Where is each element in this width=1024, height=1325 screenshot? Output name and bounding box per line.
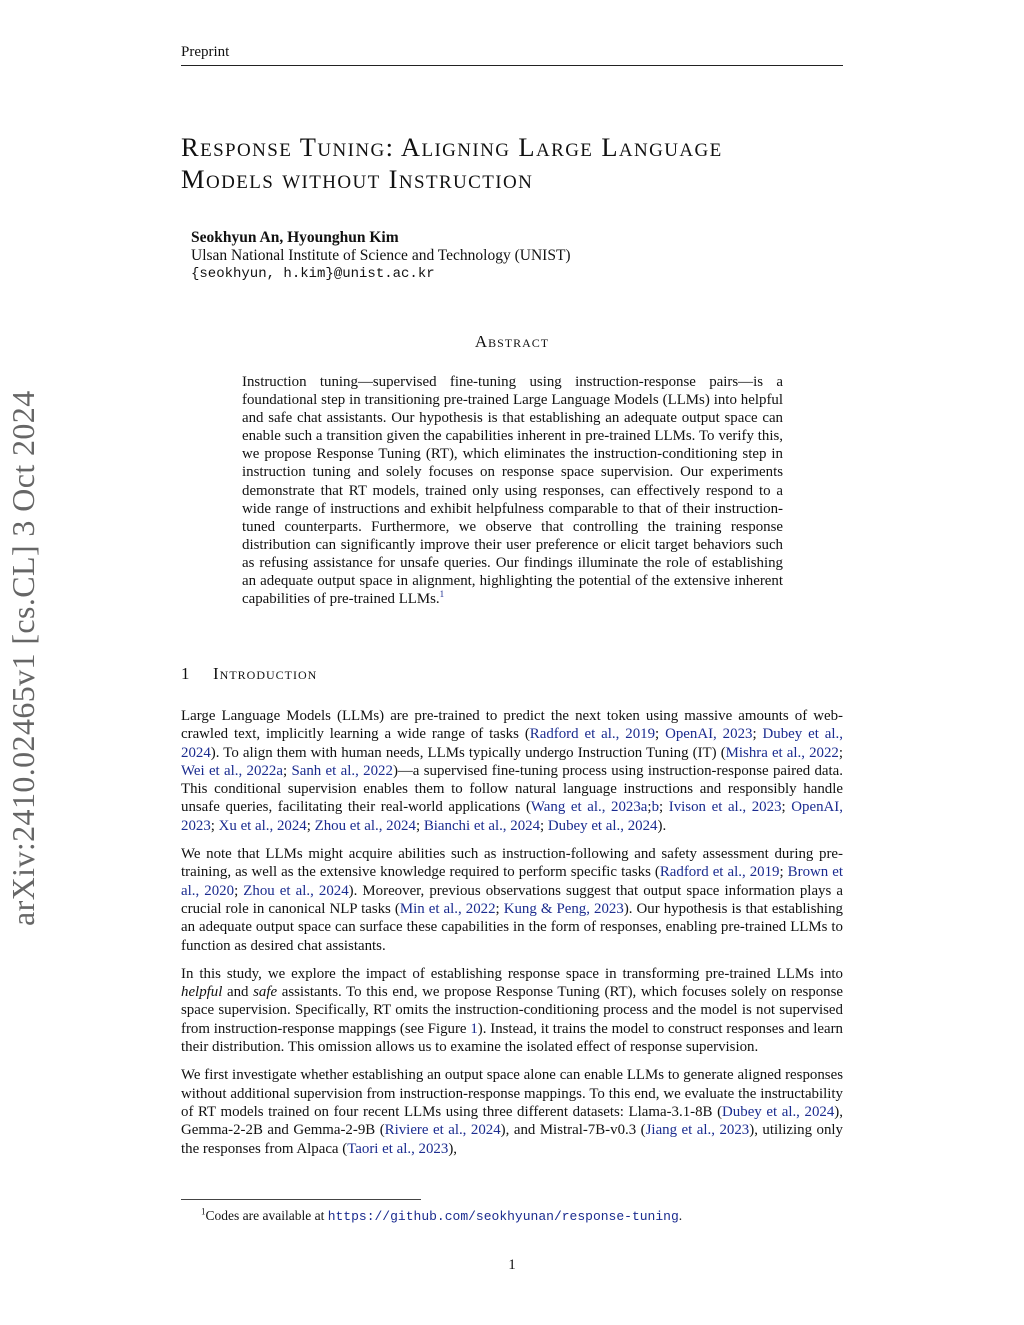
text-run: ), and Mistral-7B-v0.3 ( (500, 1122, 646, 1139)
citation-link[interactable]: Wei et al., 2022a (181, 762, 283, 779)
author-names: Seokhyun An, Hyounghun Kim (191, 229, 399, 246)
running-head: Preprint (181, 44, 230, 60)
section-heading (181, 664, 317, 684)
footnote-marker[interactable]: 1 (439, 589, 445, 600)
text-run: ; (234, 882, 244, 899)
citation-link[interactable]: Zhou et al., 2024 (243, 882, 349, 899)
paragraph (181, 707, 843, 835)
paragraph (181, 845, 843, 955)
footnote-number: 1 (201, 1206, 206, 1217)
text-run: ; (779, 864, 788, 881)
text-run: ; (415, 817, 424, 834)
section-number: 1 (181, 664, 190, 683)
text-run: We note that LLMs might acquire abilities such as instruction-following and safety assessment during pre-training, as well as the extensive knowledge required to perform specific tasks ( (181, 846, 843, 881)
text-run: ). (657, 817, 667, 834)
citation-link[interactable]: Radford et al., 2019 (659, 864, 780, 881)
text-run: ; (659, 799, 669, 816)
text-run: ; (306, 817, 315, 834)
citation-link[interactable]: Bianchi et al., 2024 (423, 817, 541, 834)
citation-link[interactable]: Mishra et al., 2022 (725, 744, 839, 761)
body-text (181, 707, 843, 1168)
paper-title (181, 131, 861, 195)
citation-link[interactable]: OpenAI, 2023 (181, 799, 843, 834)
text-run: ), Gemma-2-2B and Gemma-2-9B ( (181, 1103, 843, 1139)
arxiv-identifier: arXiv:2410.02465v1 [cs.CL] 3 Oct 2024 (5, 390, 41, 926)
citation-link[interactable]: b (651, 799, 660, 816)
text-run: ; (282, 762, 292, 779)
header-rule (181, 65, 843, 66)
text-run: In this study, we explore the impact of establishing response space in transforming pre-trained LLMs into (181, 965, 843, 982)
citation-link[interactable]: 1 (470, 1020, 478, 1037)
text-run: ). Instead, it trains the model to construct responses and learn their distribution. This omission allows us to examine the isolated effect of response supervision. (181, 1020, 844, 1056)
citation-link[interactable]: Radford et al., 2019 (529, 726, 656, 743)
section-title: Introduction (213, 664, 318, 683)
text-run: ), utilizing only the responses from Alpaca ( (181, 1122, 844, 1157)
text-run: ). To align them with human needs, LLMs typically undergo Instruction Tuning (IT) ( (210, 744, 726, 761)
text-run: We first investigate whether establishing an output space alone can enable LLMs to generate aligned responses without additional supervision from instruction-response mappings. To this end, we evaluate the instructability of RT models trained on four recent LLMs using three different datasets: Llama-3.1-8B ( (181, 1067, 843, 1120)
text-run: ; (495, 900, 504, 917)
text-run: )—a supervised fine-tuning process using instruction-response paired data. This conditional supervision enables them to follow natural language instructions and responsibly handle unsafe queries, facilitating their real-world applications ( (181, 762, 844, 816)
paragraph (181, 1066, 843, 1157)
citation-link[interactable]: Dubey et al., 2024 (722, 1103, 835, 1120)
footnote-rule (181, 1199, 421, 1200)
abstract-heading: Abstract (474, 332, 550, 351)
citation-link[interactable]: Dubey et al., 2024 (547, 817, 658, 834)
text-run: ; (647, 799, 652, 816)
text-run: ; (838, 744, 843, 761)
citation-link[interactable]: Sanh et al., 2022 (291, 762, 393, 779)
emphasis-text: helpful (181, 984, 223, 1001)
citation-link[interactable]: Wang et al., 2023a (530, 799, 648, 816)
author-email: {seokhyun, h.kim}@unist.ac.kr (191, 266, 435, 282)
text-run: ; (655, 726, 666, 743)
text-run: and (222, 984, 254, 1001)
abstract-body: Instruction tuning—supervised fine-tuning using instruction-response pairs—is a foundational step in transitioning pre-trained Large Language Models (LLMs) into helpful and safe chat assistants. Our hypothesis is that establishing an adequate output space can enable such a transition given the capabilities inherent in pre-trained LLMs. To verify this, we propose Response Tuning (RT), which eliminates the instruction-conditioning step in instruction tuning and solely focuses on response space supervision. Our experiments demonstrate that RT models, trained only using responses, can effectively respond to a wide range of instructions and exhibit helpfulness comparable to that of their instruction-tuned counterparts. Furthermore, we observe that controlling the training response distribution can significantly improve their user preference or elicit target behaviors such as refusing assistance for unsafe queries. Our findings illuminate the role of establishing an adequate output space in alignment, highlighting the potential of the extensive inherent capabilities of pre-trained LLMs. (242, 374, 783, 608)
footnote (201, 1208, 682, 1224)
citation-link[interactable]: Dubey et al., 2024 (181, 726, 843, 761)
citation-link[interactable]: Brown et al., 2020 (181, 864, 843, 899)
citation-link[interactable]: Ivison et al., 2023 (668, 799, 782, 816)
author-affiliation: Ulsan National Institute of Science and Technology (UNIST) (191, 247, 571, 264)
citation-link[interactable]: Taori et al., 2023 (347, 1140, 449, 1157)
citation-link[interactable]: Xu et al., 2024 (218, 817, 307, 834)
footnote-url-link[interactable]: https://github.com/seokhyunan/response-tuning (327, 1209, 679, 1224)
text-run: assistants. To this end, we propose Response Tuning (RT), which focuses solely on response space supervision. Specifically, RT omits the instruction-conditioning process and the model is not supervised from instruction-response mappings (see Figure (181, 984, 843, 1037)
text-run: ; (540, 817, 548, 834)
text-run: ). Moreover, previous observations suggest that output space information plays a crucial role in canonical NLP tasks ( (181, 882, 843, 917)
emphasis-text: safe (253, 984, 278, 1001)
citation-link[interactable]: Jiang et al., 2023 (645, 1122, 750, 1139)
title-line-2: Models without Instruction (181, 164, 534, 194)
citation-link[interactable]: OpenAI, 2023 (665, 726, 753, 743)
footnote-text: Codes are available at (205, 1208, 328, 1223)
text-run: ; (210, 817, 219, 834)
text-run: Large Language Models (LLMs) are pre-trained to predict the next token using massive amounts of web-crawled text, implicitly learning a wide range of tasks ( (181, 708, 843, 743)
citation-link[interactable]: Zhou et al., 2024 (314, 817, 416, 834)
title-line-1: Response Tuning: Aligning Large Language (181, 132, 723, 162)
text-run: ), (448, 1140, 458, 1157)
text-run: ; (781, 799, 792, 816)
citation-link[interactable]: Min et al., 2022 (399, 900, 496, 917)
footnote-end: . (678, 1208, 683, 1223)
paragraph (181, 965, 843, 1056)
citation-link[interactable]: Kung & Peng, 2023 (503, 900, 624, 917)
text-run: ). Our hypothesis is that establishing an adequate output space can surface these capabilities in the form of responses, enabling pre-trained LLMs to function as desired chat assistants. (181, 900, 843, 954)
author-block (191, 229, 571, 283)
text-run: ; (752, 726, 763, 743)
page-number: 1 (508, 1257, 516, 1273)
citation-link[interactable]: Riviere et al., 2024 (384, 1122, 501, 1139)
abstract-text (242, 373, 783, 608)
